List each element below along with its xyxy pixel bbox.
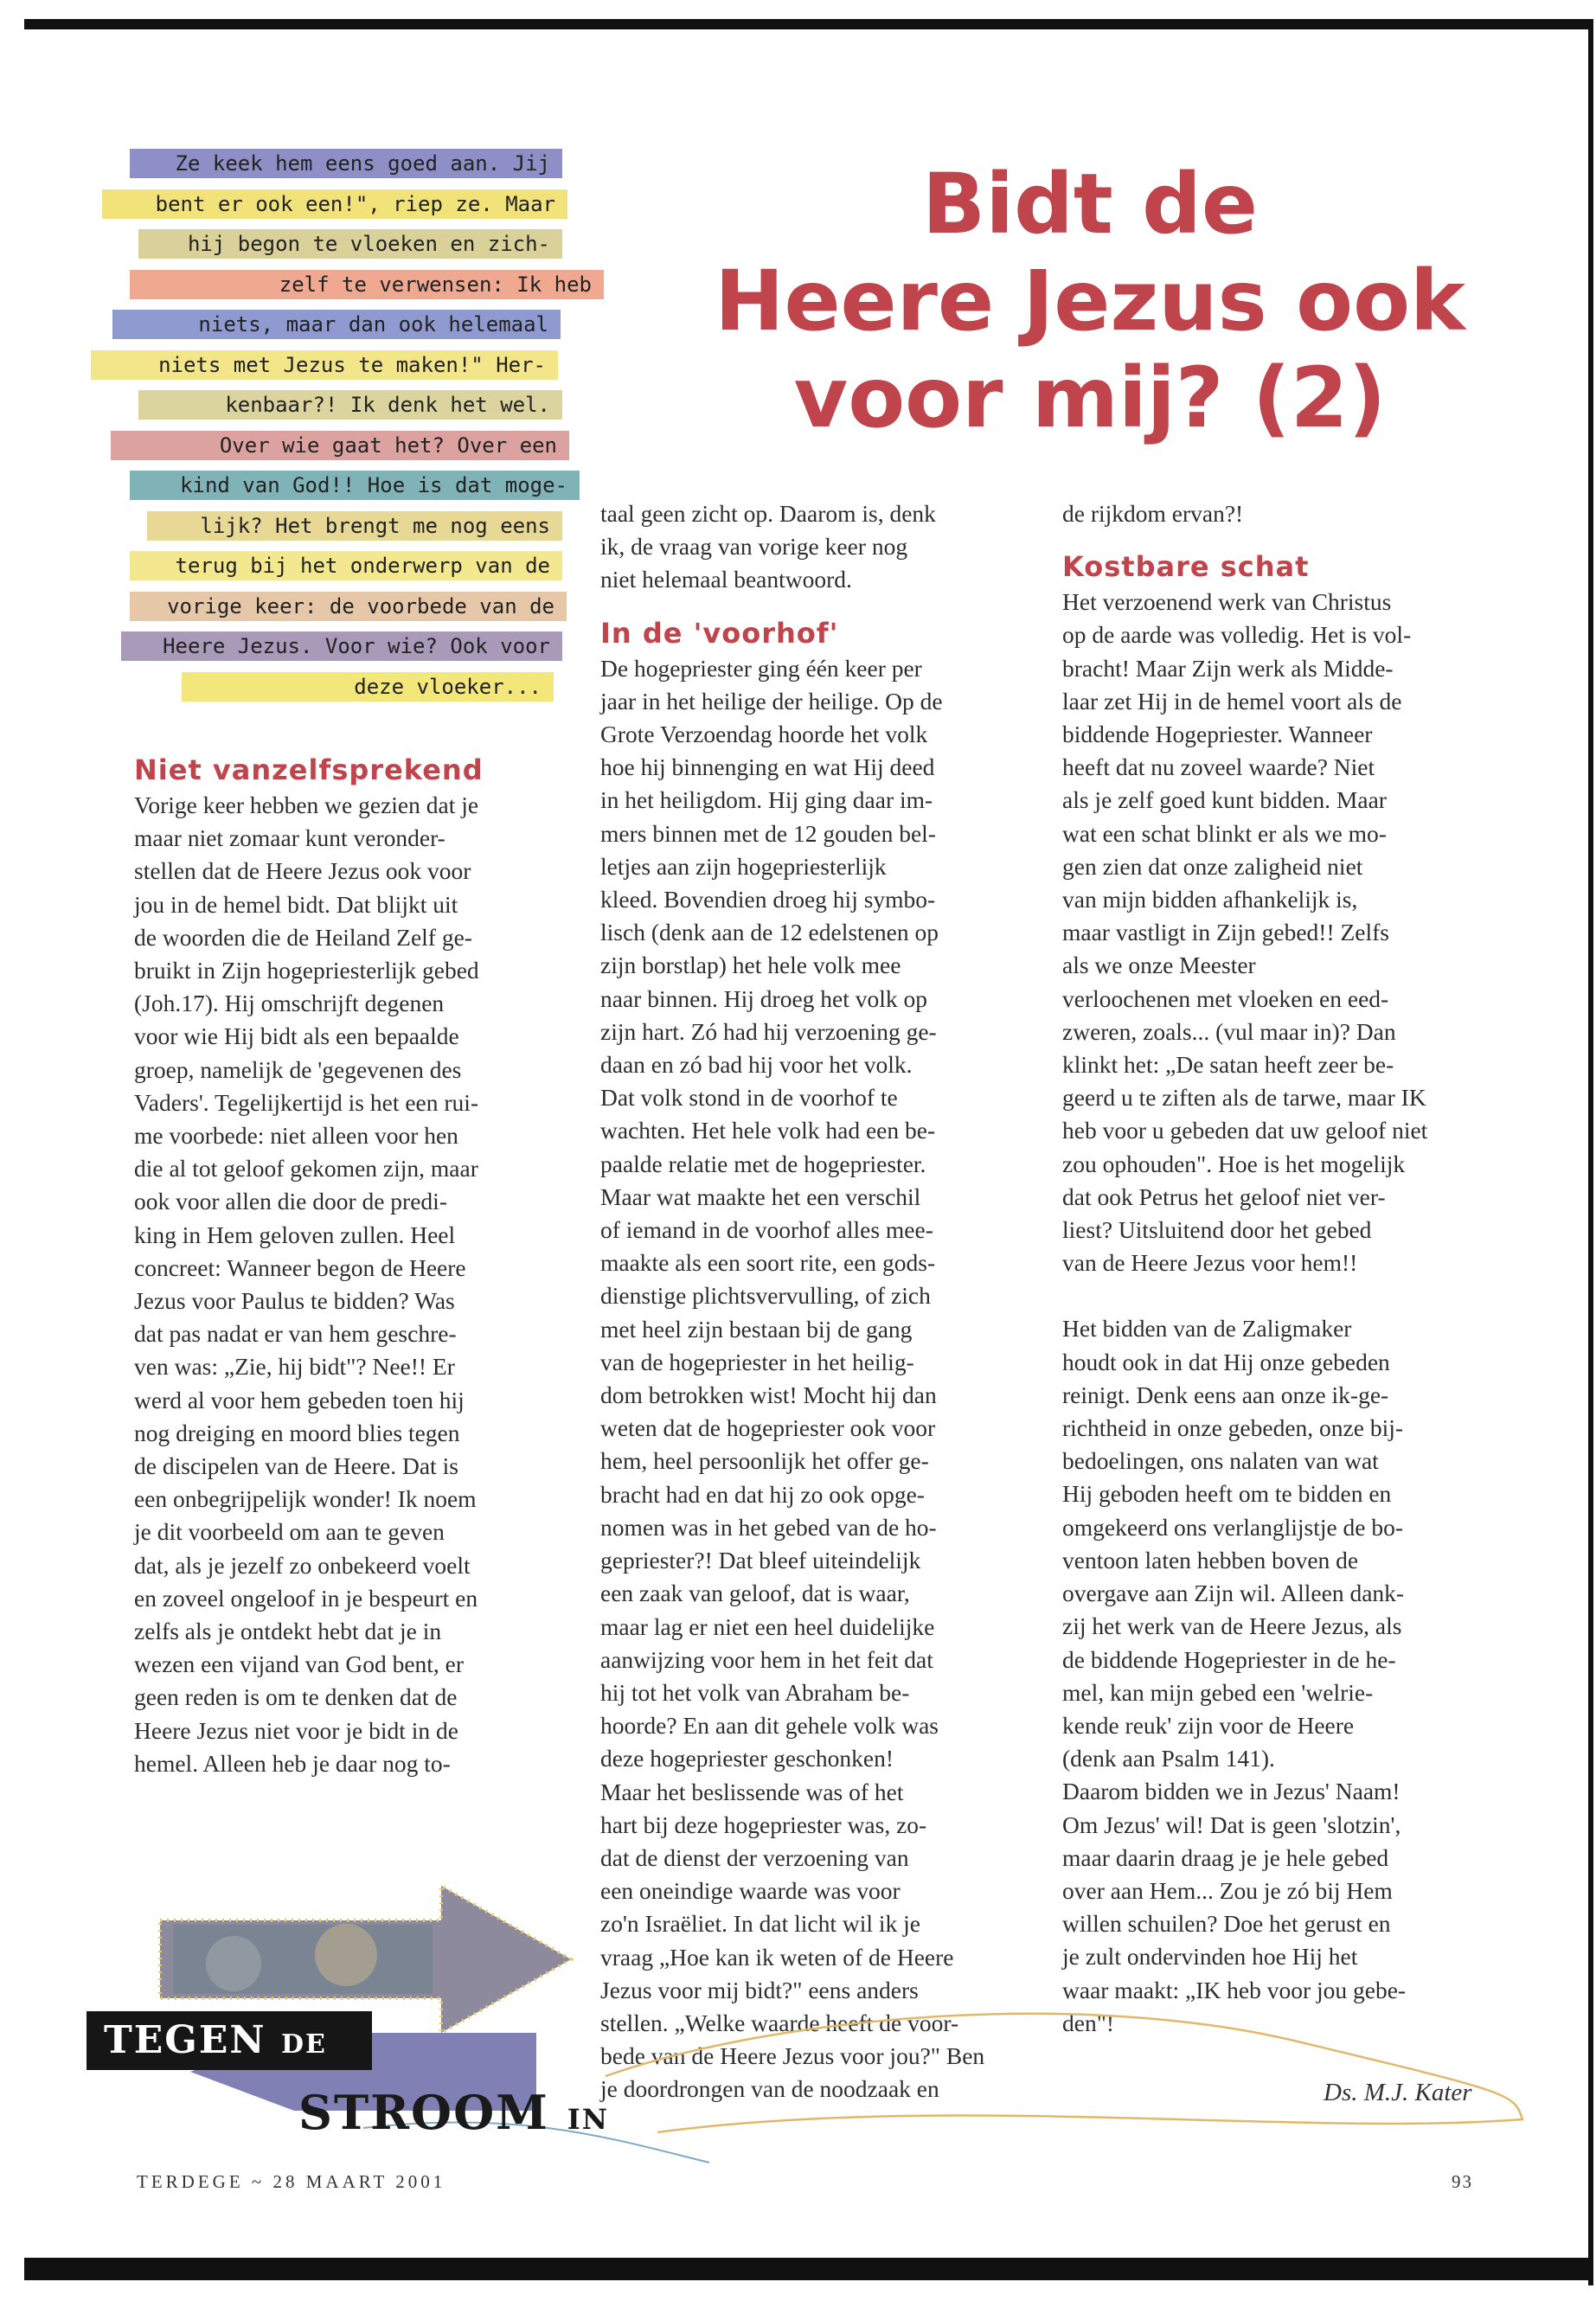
body-line: bruikt in Zijn hogepriesterlijk gebed: [134, 957, 479, 984]
body-line: en zoveel ongeloof in je bespeurt en: [134, 1584, 478, 1612]
body-line: je doordrongen van de noodzaak en: [600, 2075, 939, 2103]
body-line: letjes aan zijn hogepriesterlijk: [600, 852, 887, 880]
body-line: gepriester?! Dat bleef uiteindelijk: [600, 1547, 921, 1574]
body-line: ik, de vraag van vorige keer nog: [600, 533, 908, 561]
body-line: bede van de Heere Jezus voor jou?" Ben: [600, 2042, 985, 2070]
logo-word-stroom: STROOM: [298, 2085, 549, 2140]
body-line: deze hogepriester geschonken!: [600, 1745, 894, 1772]
intro-line: niets, maar dan ook helemaal: [112, 310, 561, 339]
body-line: maar vastligt in Zijn gebed!! Zelfs: [1062, 919, 1390, 946]
body-line: hij tot het volk van Abraham be-: [600, 1678, 910, 1706]
body-line: bracht! Maar Zijn werk als Midde-: [1062, 654, 1394, 682]
body-line: geerd u te ziften als de tarwe, maar IK: [1062, 1084, 1426, 1112]
body-line: jou in de hemel bidt. Dat blijkt uit: [134, 890, 458, 918]
heading-in-de-voorhof: In de 'voorhof': [600, 616, 839, 650]
intro-line: zelf te verwensen: Ik heb: [130, 270, 604, 299]
body-line: ven was: „Zie, hij bidt"? Nee!! Er: [134, 1353, 455, 1381]
body-line: mers binnen met de 12 gouden bel-: [600, 819, 936, 847]
body-line: kleed. Bovendien droeg hij symbo-: [600, 886, 936, 913]
body-line: paalde relatie met de hogepriester.: [600, 1150, 926, 1177]
body-line: Heere Jezus niet voor je bidt in de: [134, 1716, 458, 1744]
body-line: Dat volk stond in de voorhof te: [600, 1084, 898, 1112]
body-line: met heel zijn bestaan bij de gang: [600, 1315, 913, 1343]
body-line: gen zien dat onze zaligheid niet: [1062, 852, 1363, 880]
body-line: Het bidden van de Zaligmaker: [1062, 1315, 1352, 1343]
body-line: Vorige keer hebben we gezien dat je: [134, 792, 479, 818]
body-line: maar lag er niet een heel duidelijke: [600, 1612, 935, 1640]
body-line: in het heiligdom. Hij ging daar im-: [600, 786, 933, 814]
body-line: als je zelf goed kunt bidden. Maar: [1062, 786, 1387, 814]
body-line: je zult ondervinden hoe Hij het: [1062, 1943, 1358, 1971]
body-line: naar binnen. Hij droeg het volk op: [600, 984, 928, 1012]
body-line: bedoelingen, ons nalaten van wat: [1062, 1447, 1379, 1475]
title-line: voor mij? (2): [793, 349, 1387, 446]
body-line: verloochenen met vloeken en eed-: [1062, 984, 1389, 1012]
body-line: voor wie Hij bidt als een bepaalde: [134, 1022, 459, 1050]
body-line: nog dreiging en moord blies tegen: [134, 1419, 460, 1446]
logo-text-tegen-de: [87, 2011, 372, 2070]
body-line: geen reden is om te denken dat de: [134, 1683, 458, 1711]
body-line: hemel. Alleen heb je daar nog to-: [134, 1749, 451, 1777]
body-line: richtheid in onze gebeden, onze bij-: [1062, 1414, 1404, 1442]
body-line: op de aarde was volledig. Het is vol-: [1062, 621, 1412, 649]
body-line: wachten. Het hele volk had een be-: [600, 1117, 936, 1144]
body-line: stellen dat de Heere Jezus ook voor: [134, 857, 471, 885]
intro-line: bent er ook een!", riep ze. Maar: [102, 189, 567, 219]
body-line: heeft dat nu zoveel waarde? Niet: [1062, 753, 1375, 781]
body-line: zweren, zoals... (vul maar in)? Dan: [1062, 1017, 1396, 1045]
body-line: daan en zó bad hij voor het volk.: [600, 1051, 913, 1079]
body-line: je dit voorbeeld om aan te geven: [134, 1518, 445, 1546]
body-line: een onbegrijpelijk wonder! Ik noem: [134, 1485, 477, 1513]
intro-line: vorige keer: de voorbede van de: [130, 592, 567, 621]
intro-line: niets met Jezus te maken!" Her-: [91, 350, 558, 380]
body-line: zelfs als je ontdekt hebt dat je in: [134, 1618, 442, 1645]
body-line: de woorden die de Heiland Zelf ge-: [134, 923, 472, 951]
body-line: Vaders'. Tegelijkertijd is het een rui-: [134, 1088, 479, 1116]
logo-word-tegen: TEGEN: [104, 2018, 266, 2062]
body-line: ventoon laten hebben boven de: [1062, 1546, 1359, 1574]
body-line: vraag „Hoe kan ik weten of de Heere: [600, 1943, 954, 1971]
body-line: Maar wat maakte het een verschil: [600, 1183, 921, 1210]
body-line: Jezus voor mij bidt?" eens anders: [600, 1976, 919, 2003]
author-signature: Ds. M.J. Kater: [1324, 2079, 1472, 2106]
body-line: dat, als je jezelf zo onbekeerd voelt: [134, 1551, 471, 1579]
logo-word-in: IN: [567, 2103, 609, 2136]
body-line: den"!: [1062, 2009, 1115, 2036]
body-line: hoorde? En aan dit gehele volk was: [600, 1712, 939, 1740]
body-line: zou ophouden". Hoe is het mogelijk: [1062, 1150, 1406, 1177]
body-line: me voorbede: niet alleen voor hen: [134, 1122, 458, 1150]
body-line: ook voor allen die door de predi-: [134, 1188, 447, 1215]
intro-line: hij begon te vloeken en zich-: [138, 229, 562, 259]
body-line: heb voor u gebeden dat uw geloof niet: [1062, 1117, 1428, 1144]
body-line: (Joh.17). Hij omschrijft degenen: [134, 990, 445, 1017]
body-line: zo'n Israëliet. In dat licht wil ik je: [600, 1910, 920, 1938]
intro-line: kind van God!! Hoe is dat moge-: [130, 471, 580, 500]
body-line: king in Hem geloven zullen. Heel: [134, 1221, 456, 1248]
footer-publication: TERDEGE ~ 28 MAART 2001: [137, 2171, 446, 2192]
body-line: aanwijzing voor hem in het feit dat: [600, 1645, 933, 1673]
body-line: kende reuk' zijn voor de Heere: [1062, 1711, 1355, 1739]
body-line: jaar in het heilige der heilige. Op de: [600, 687, 943, 715]
body-line: of iemand in de voorhof alles mee-: [600, 1216, 933, 1244]
body-line: de rijkdom ervan?!: [1062, 500, 1244, 527]
body-line: Maar het beslissende was of het: [600, 1778, 904, 1805]
body-line: maar niet zomaar kunt veronder-: [134, 824, 445, 852]
body-line: dat pas nadat er van hem geschre-: [134, 1320, 457, 1348]
body-line: reinigt. Denk eens aan onze ik-ge-: [1062, 1381, 1389, 1408]
body-line: De hogepriester ging één keer per: [600, 654, 922, 682]
body-line: hem, heel persoonlijk het offer ge-: [600, 1447, 929, 1475]
body-line: de discipelen van de Heere. Dat is: [134, 1452, 458, 1480]
body-line: dat ook Petrus het geloof niet ver-: [1062, 1183, 1386, 1210]
body-line: als we onze Meester: [1062, 952, 1256, 979]
body-line: willen schuilen? Doe het gerust en: [1062, 1910, 1391, 1938]
body-line: over aan Hem... Zou je zó bij Hem: [1062, 1876, 1393, 1904]
page-number: 93: [1452, 2171, 1473, 2192]
intro-line: deze vloeker...: [182, 672, 554, 702]
body-line: stellen. „Welke waarde heeft de voor-: [600, 2009, 959, 2036]
title-line: Heere Jezus ook: [715, 253, 1465, 349]
body-line: hart bij deze hogepriester was, zo-: [600, 1811, 927, 1838]
body-line: lisch (denk aan de 12 edelstenen op: [600, 919, 939, 946]
heading-niet-vanzelfsprekend: Niet vanzelfsprekend: [134, 753, 484, 786]
body-line: Het verzoenend werk van Christus: [1062, 588, 1392, 616]
body-line: groep, namelijk de 'gegevenen des: [134, 1055, 462, 1083]
body-line: die al tot geloof gekomen zijn, maar: [134, 1155, 478, 1183]
heading-kostbare-schat: Kostbare schat: [1062, 550, 1310, 584]
body-line: niet helemaal beantwoord.: [600, 566, 852, 593]
body-line: dienstige plichtsvervulling, of zich: [600, 1282, 931, 1310]
logo-text-stroom-in: [298, 2085, 609, 2140]
body-line: Jezus voor Paulus te bidden? Was: [134, 1287, 455, 1315]
body-line: Hij geboden heeft om te bidden en: [1062, 1480, 1392, 1508]
intro-line: kenbaar?! Ik denk het wel.: [138, 390, 562, 420]
body-line: een oneindige waarde was voor: [600, 1877, 901, 1905]
body-line: biddende Hogepriester. Wanneer: [1062, 721, 1373, 748]
body-line: liest? Uitsluitend door het gebed: [1062, 1216, 1372, 1244]
body-line: maar daarin draag je je hele gebed: [1062, 1843, 1389, 1871]
logo-word-de: DE: [280, 2029, 327, 2060]
intro-line: Ze keek hem eens goed aan. Jij: [130, 149, 562, 178]
body-line: maakte als een soort rite, een gods-: [600, 1249, 936, 1277]
body-line: van mijn bidden afhankelijk is,: [1062, 886, 1358, 913]
body-line: (denk aan Psalm 141).: [1062, 1745, 1275, 1772]
intro-line: Heere Jezus. Voor wie? Ook voor: [121, 631, 562, 661]
body-line: laar zet Hij in de hemel voort als de: [1062, 687, 1402, 715]
title-line: Bidt de: [922, 156, 1258, 253]
body-line: bracht had en dat hij zo ook opge-: [600, 1480, 925, 1508]
body-line: nomen was in het gebed van de ho-: [600, 1513, 937, 1541]
body-line: zij het werk van de Heere Jezus, als: [1062, 1612, 1402, 1640]
body-line: klinkt het: „De satan heeft zeer be-: [1062, 1051, 1394, 1079]
body-line: wat een schat blinkt er als we mo-: [1062, 819, 1387, 847]
intro-line: Over wie gaat het? Over een: [111, 431, 569, 460]
body-line: taal geen zicht op. Daarom is, denk: [600, 500, 936, 527]
body-line: omgekeerd ons verlanglijstje de bo-: [1062, 1513, 1404, 1541]
body-line: een zaak van geloof, dat is waar,: [600, 1580, 910, 1607]
body-line: hoe hij binnenging en wat Hij deed: [600, 753, 935, 781]
body-line: zijn borstlap) het hele volk mee: [600, 952, 901, 979]
body-line: werd al voor hem gebeden toen hij: [134, 1386, 465, 1413]
body-line: wezen een vijand van God bent, er: [134, 1650, 465, 1678]
body-line: overgave aan Zijn wil. Alleen dank-: [1062, 1580, 1405, 1607]
body-line: houdt ook in dat Hij onze gebeden: [1062, 1348, 1390, 1375]
body-line: weten dat de hogepriester ook voor: [600, 1414, 936, 1442]
body-line: dom betrokken wist! Mocht hij dan: [600, 1381, 937, 1409]
body-line: waar maakt: „IK heb voor jou gebe-: [1062, 1976, 1407, 2003]
body-line: Om Jezus' wil! Dat is geen 'slotzin',: [1062, 1811, 1401, 1838]
intro-line: lijk? Het brengt me nog eens: [147, 511, 562, 541]
body-line: de biddende Hogepriester in de he-: [1062, 1645, 1396, 1673]
body-line: zijn hart. Zó had hij verzoening ge-: [600, 1017, 937, 1045]
body-line: van de hogepriester in het heilig-: [600, 1348, 914, 1375]
body-line: mel, kan mijn gebed een 'welrie-: [1062, 1678, 1374, 1706]
body-line: Daarom bidden we in Jezus' Naam!: [1062, 1778, 1401, 1805]
body-line: van de Heere Jezus voor hem!!: [1062, 1249, 1358, 1277]
body-line: Grote Verzoendag hoorde het volk: [600, 721, 928, 748]
body-line: dat de dienst der verzoening van: [600, 1843, 909, 1871]
body-line: concreet: Wanneer begon de Heere: [134, 1253, 466, 1281]
intro-line: terug bij het onderwerp van de: [130, 551, 562, 580]
